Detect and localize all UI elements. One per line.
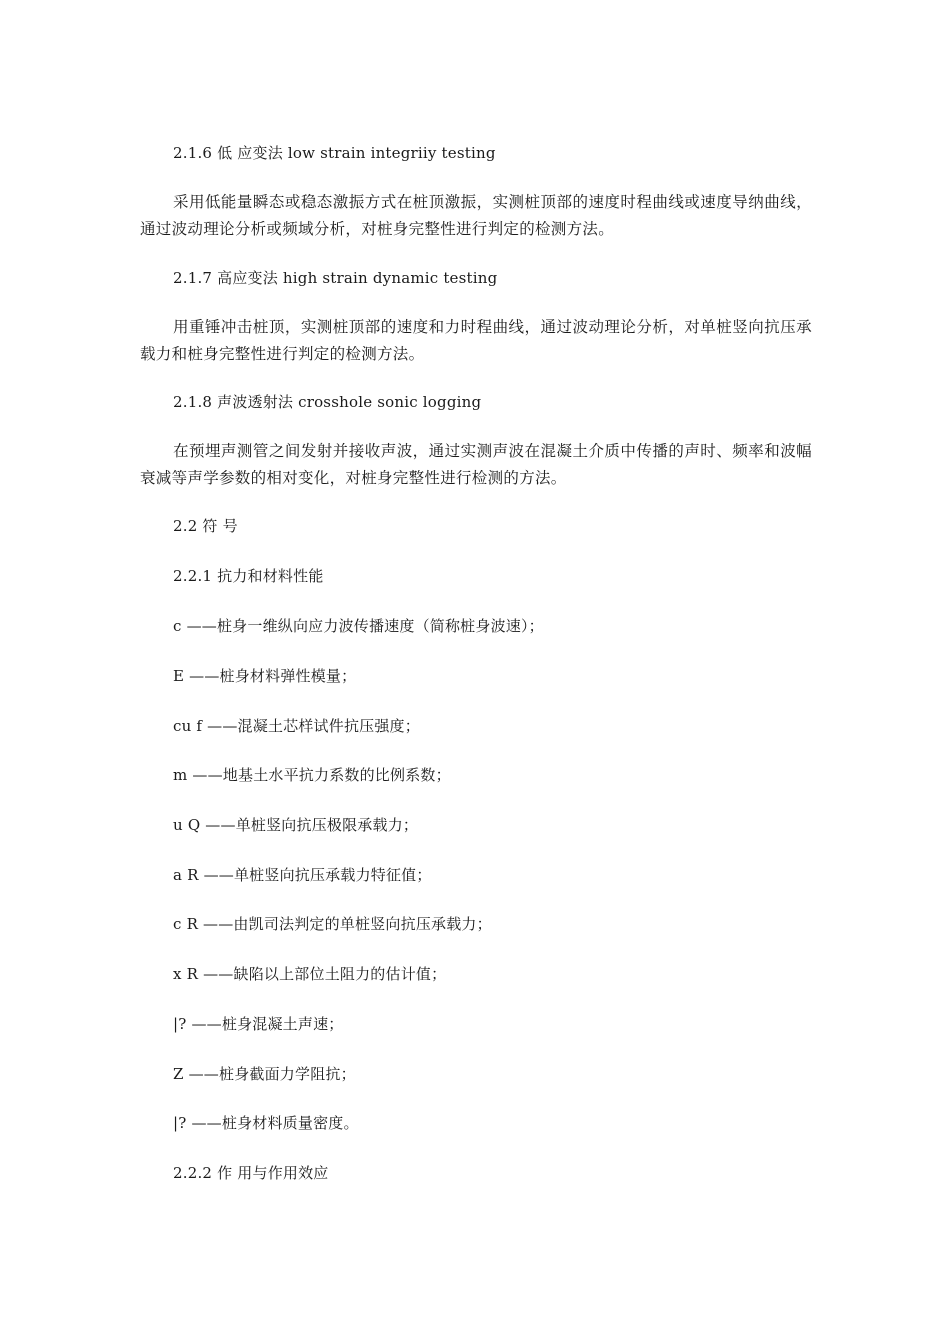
symbol-definition: E ——桩身材料弹性模量； — [173, 667, 357, 685]
section-heading-2-2: 2.2 符 号 — [173, 517, 238, 535]
section-heading-2-1-7: 2.1.7 高应变法 high strain dynamic testing — [173, 269, 498, 287]
section-heading-2-2-2: 2.2.2 作 用与作用效应 — [173, 1164, 329, 1182]
section-heading-2-2-1: 2.2.1 抗力和材料性能 — [173, 567, 324, 585]
section-body-2-1-7: 用重锤冲击桩顶，实测桩顶部的速度和力时程曲线，通过波动理论分析，对单桩竖向抗压承载力和桩身完整性进行判定的检测方法。 — [140, 318, 812, 363]
symbol-definition: c ——桩身一维纵向应力波传播速度（简称桩身波速）； — [173, 617, 544, 635]
symbol-definition: u Q ——单桩竖向抗压极限承载力； — [173, 816, 419, 834]
symbol-definition: m ——地基土水平抗力系数的比例系数； — [173, 766, 451, 784]
symbol-definition: |? ——桩身材料质量密度。 — [173, 1114, 359, 1132]
symbol-definition: x R ——缺陷以上部位土阻力的估计值； — [173, 965, 447, 983]
section-heading-2-1-6: 2.1.6 低 应变法 low strain integriiy testing — [173, 144, 496, 162]
symbol-definition: Z ——桩身截面力学阻抗； — [173, 1065, 356, 1083]
section-body-2-1-8: 在预埋声测管之间发射并接收声波，通过实测声波在混凝土介质中传播的声时、频率和波幅衰减等声学参数的相对变化，对桩身完整性进行检测的方法。 — [140, 442, 812, 487]
symbol-definition: c R ——由凯司法判定的单桩竖向抗压承载力； — [173, 915, 492, 933]
symbol-definition: a R ——单桩竖向抗压承载力特征值； — [173, 866, 432, 884]
symbol-definition: cu f ——混凝土芯样试件抗压强度； — [173, 717, 420, 735]
section-body-2-1-6: 采用低能量瞬态或稳态激振方式在桩顶激振，实测桩顶部的速度时程曲线或速度导纳曲线，通过波动理论分析或频域分析，对桩身完整性进行判定的检测方法。 — [140, 193, 812, 238]
symbol-definition: |? ——桩身混凝土声速； — [173, 1015, 344, 1033]
section-heading-2-1-8: 2.1.8 声波透射法 crosshole sonic logging — [173, 393, 482, 411]
